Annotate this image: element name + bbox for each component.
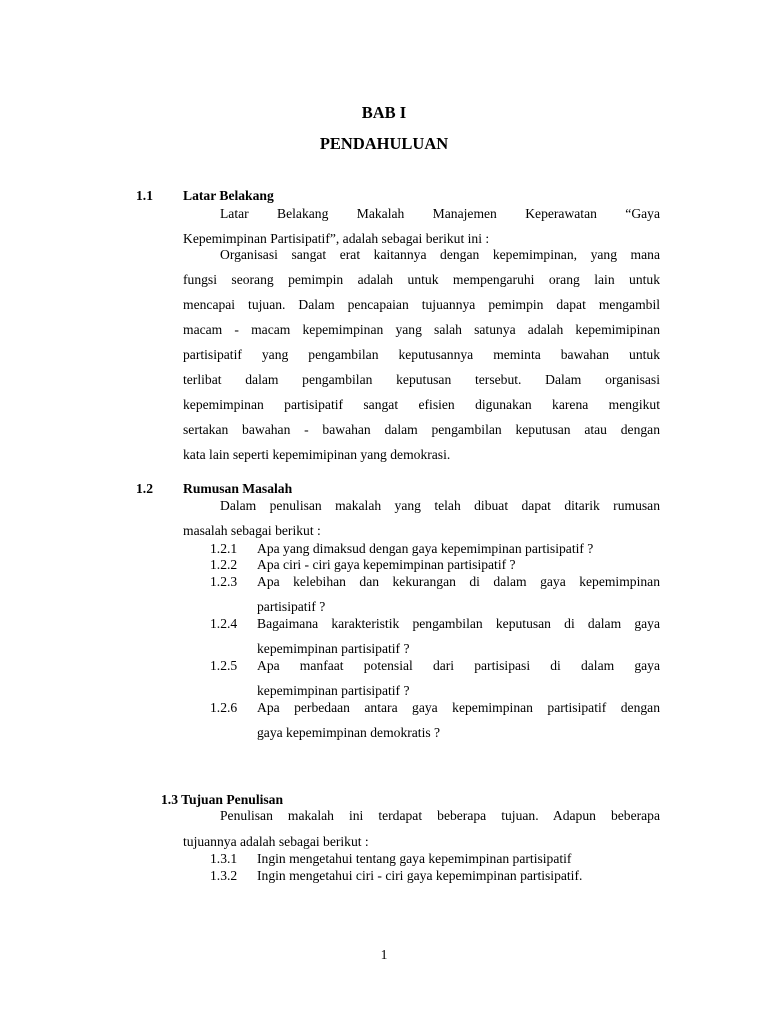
section-1-1-p2-line: Organisasi sangat erat kaitannya dengan kepemimpinan, yang mana — [220, 247, 660, 262]
section-1-2-number: 1.2 — [136, 481, 153, 496]
list-item-number: 1.3.1 — [210, 851, 238, 866]
list-item-text: partisipatif ? — [257, 599, 326, 614]
section-1-1-p2-line: macam - macam kepemimpinan yang salah satunya adalah kepemimipinan — [183, 322, 660, 337]
list-item-text: Apa manfaat potensial dari partisipasi di dalam gaya — [257, 658, 660, 673]
list-item-text: Ingin mengetahui tentang gaya kepemimpinan partisipatif — [257, 851, 572, 866]
section-1-3-heading: 1.3 Tujuan Penulisan — [161, 792, 284, 807]
list-item-number: 1.2.6 — [210, 700, 238, 715]
section-1-1-p1-line: Latar Belakang Makalah Manajemen Keperawatan “Gaya — [220, 206, 660, 221]
list-item-number: 1.2.3 — [210, 574, 238, 589]
list-item-text: Apa ciri - ciri gaya kepemimpinan partisipatif ? — [257, 557, 516, 572]
section-1-1-title: Latar Belakang — [183, 188, 274, 203]
section-1-1-p2-line: kepemimpinan partisipatif sangat efisien digunakan karena mengikut — [183, 397, 660, 412]
section-1-3-intro-line: Penulisan makalah ini terdapat beberapa tujuan. Adapun beberapa — [220, 808, 660, 823]
list-item-text: Ingin mengetahui ciri - ciri gaya kepemimpinan partisipatif. — [257, 868, 583, 883]
list-item-text: Apa yang dimaksud dengan gaya kepemimpinan partisipatif ? — [257, 541, 594, 556]
list-item-text: Apa perbedaan antara gaya kepemimpinan partisipatif dengan — [257, 700, 660, 715]
list-item-text: Bagaimana karakteristik pengambilan keputusan di dalam gaya — [257, 616, 660, 631]
list-item-number: 1.2.5 — [210, 658, 238, 673]
section-1-1-p2-line: kata lain seperti kepemimipinan yang demokrasi. — [183, 447, 451, 462]
section-1-2-intro-line: masalah sebagai berikut : — [183, 523, 321, 538]
list-item-text: gaya kepemimpinan demokratis ? — [257, 725, 441, 740]
chapter-label: BAB I — [361, 103, 407, 122]
list-item-number: 1.2.2 — [210, 557, 238, 572]
list-item-number: 1.2.1 — [210, 541, 238, 556]
section-1-3-intro-line: tujuannya adalah sebagai berikut : — [183, 834, 369, 849]
section-1-1-p2-line: partisipatif yang pengambilan keputusannya meminta bawahan untuk — [183, 347, 660, 362]
section-1-1-p2-line: sertakan bawahan - bawahan dalam pengambilan keputusan atau dengan — [183, 422, 660, 437]
page-number: 1 — [380, 947, 388, 962]
chapter-title: PENDAHULUAN — [319, 134, 449, 153]
section-1-1-p2-line: mencapai tujuan. Dalam pencapaian tujuannya pemimpin dapat mengambil — [183, 297, 660, 312]
section-1-2-intro-line: Dalam penulisan makalah yang telah dibuat dapat ditarik rumusan — [220, 498, 660, 513]
section-1-2-title: Rumusan Masalah — [183, 481, 293, 496]
list-item-text: kepemimpinan partisipatif ? — [257, 683, 410, 698]
list-item-text: kepemimpinan partisipatif ? — [257, 641, 410, 656]
section-1-1-p2-line: terlibat dalam pengambilan keputusan tersebut. Dalam organisasi — [183, 372, 660, 387]
list-item-number: 1.2.4 — [210, 616, 238, 631]
section-1-1-p2-line: fungsi seorang pemimpin adalah untuk mempengaruhi orang lain untuk — [183, 272, 660, 287]
section-1-1-number: 1.1 — [136, 188, 153, 203]
list-item-number: 1.3.2 — [210, 868, 238, 883]
section-1-1-p1-line: Kepemimpinan Partisipatif”, adalah sebagai berikut ini : — [183, 231, 490, 246]
list-item-text: Apa kelebihan dan kekurangan di dalam gaya kepemimpinan — [257, 574, 660, 589]
